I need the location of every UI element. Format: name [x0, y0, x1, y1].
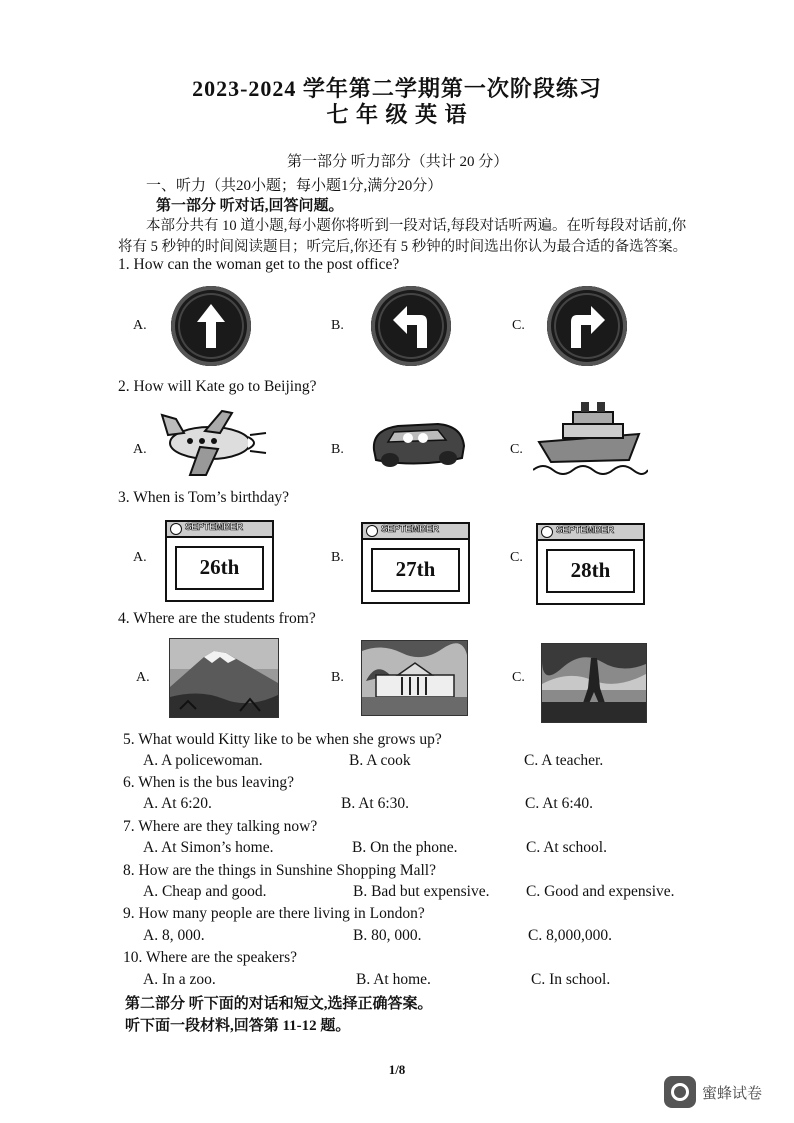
q6-option-b: B. At 6:30. [341, 795, 410, 812]
q5-option-a: A. A policewoman. [143, 752, 263, 769]
exam-title: 2023-2024 学年第二学期第一次阶段练习 [192, 76, 602, 101]
arrow-up-sign-icon [171, 286, 251, 366]
calendar-month: SEPTEMBER [185, 522, 243, 533]
white-house-photo [361, 640, 468, 716]
q8-option-c: C. Good and expensive. [526, 883, 675, 900]
question-10: 10. Where are the speakers? [123, 949, 297, 966]
calendar-ring-icon [170, 523, 182, 535]
plane-icon [160, 405, 270, 480]
part1-heading: 第一部分 听力部分（共计 20 分） [287, 154, 509, 170]
calendar-ring-icon [541, 526, 553, 538]
question-5: 5. What would Kitty like to be when she grows up? [123, 731, 442, 748]
q6-option-a: A. At 6:20. [143, 795, 212, 812]
watermark [664, 1076, 762, 1108]
q2-label-b: B. [331, 442, 344, 457]
calendar-day: 27th [395, 557, 436, 581]
calendar-27 [361, 522, 470, 604]
section-heading: 一、听力（共20小题；每小题1分,满分20分） [146, 178, 443, 194]
question-9: 9. How many people are there living in London? [123, 905, 425, 922]
instructions-line1: 本部分共有 10 道小题,每小题你将听到一段对话,每段对话听两遍。在听每段对话前,你 [146, 218, 687, 234]
question-2: 2. How will Kate go to Beijing? [118, 378, 317, 395]
question-8: 8. How are the things in Sunshine Shopping Mall? [123, 862, 436, 879]
question-4: 4. Where are the students from? [118, 610, 316, 627]
q10-option-b: B. At home. [356, 971, 431, 988]
part2-heading: 第二部分 听下面的对话和短文,选择正确答案。 [125, 996, 433, 1012]
q7-option-a: A. At Simon’s home. [143, 839, 274, 856]
exam-subtitle: 七 年 级 英 语 [326, 102, 468, 127]
ship-icon [533, 400, 648, 475]
eiffel-tower-photo [541, 643, 647, 723]
q9-option-c: C. 8,000,000. [528, 927, 612, 944]
q8-option-b: B. Bad but expensive. [353, 883, 490, 900]
calendar-28 [536, 523, 645, 605]
q2-label-c: C. [510, 442, 523, 457]
q9-option-a: A. 8, 000. [143, 927, 205, 944]
calendar-day: 26th [199, 555, 240, 579]
q5-option-b: B. A cook [349, 752, 411, 769]
q4-label-c: C. [512, 670, 525, 685]
watermark-text: 蜜蜂试卷 [702, 1083, 763, 1102]
part2-subheading: 听下面一段材料,回答第 11-12 题。 [125, 1018, 351, 1034]
q7-option-b: B. On the phone. [352, 839, 458, 856]
q1-label-a: A. [133, 318, 147, 333]
calendar-26 [165, 520, 274, 602]
question-7: 7. Where are they talking now? [123, 818, 318, 835]
q7-option-c: C. At school. [526, 839, 607, 856]
question-6: 6. When is the bus leaving? [123, 774, 295, 791]
calendar-day: 28th [570, 558, 611, 582]
q4-label-b: B. [331, 670, 344, 685]
part1-subheading: 第一部分 听对话,回答问题。 [156, 198, 344, 214]
q3-label-c: C. [510, 550, 523, 565]
q9-option-b: B. 80, 000. [353, 927, 422, 944]
q10-option-c: C. In school. [531, 971, 611, 988]
q4-label-a: A. [136, 670, 150, 685]
q3-label-b: B. [331, 550, 344, 565]
question-1: 1. How can the woman get to the post office? [118, 256, 400, 273]
q1-label-b: B. [331, 318, 344, 333]
calendar-month: SEPTEMBER [556, 525, 614, 536]
calendar-month: SEPTEMBER [381, 524, 439, 535]
q6-option-c: C. At 6:40. [525, 795, 594, 812]
q5-option-c: C. A teacher. [524, 752, 604, 769]
car-icon [368, 410, 468, 470]
question-3: 3. When is Tom’s birthday? [118, 489, 289, 506]
q2-label-a: A. [133, 442, 147, 457]
mount-fuji-photo [169, 638, 279, 718]
q8-option-a: A. Cheap and good. [143, 883, 267, 900]
calendar-ring-icon [366, 525, 378, 537]
turn-right-sign-icon [547, 286, 627, 366]
instructions-line2: 将有 5 秒钟的时间阅读题目；听完后,你还有 5 秒钟的时间选出你认为最合适的备选答案。 [118, 239, 688, 255]
q1-label-c: C. [512, 318, 525, 333]
page-number: 1/8 [388, 1062, 406, 1077]
q10-option-a: A. In a zoo. [143, 971, 216, 988]
watermark-logo-icon [664, 1076, 696, 1108]
turn-left-sign-icon [371, 286, 451, 366]
q3-label-a: A. [133, 550, 147, 565]
